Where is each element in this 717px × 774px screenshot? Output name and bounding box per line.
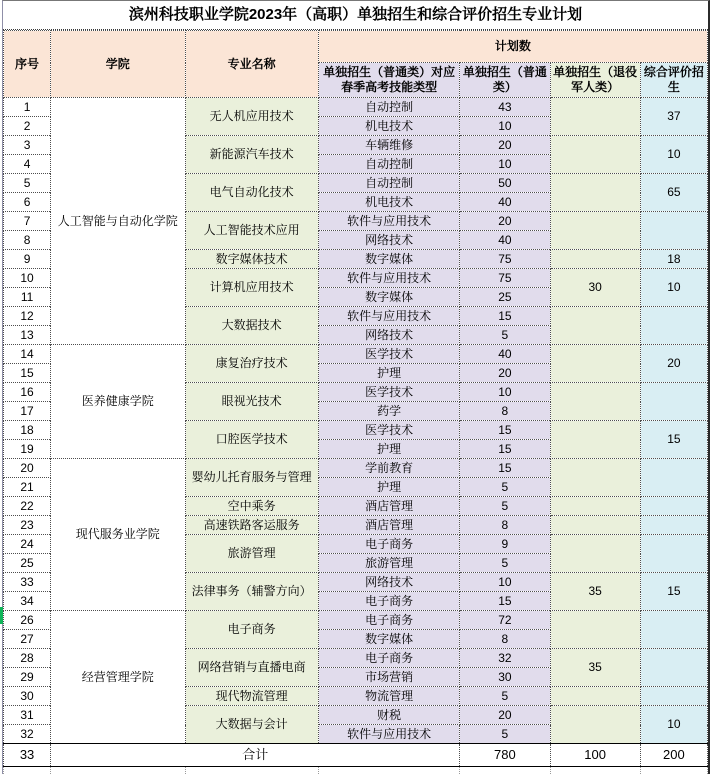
skill-type-cell: 软件与应用技术 (318, 307, 459, 326)
seq-cell: 28 (4, 649, 51, 668)
general-count-cell: 20 (460, 706, 550, 725)
seq-cell: 4 (4, 155, 51, 174)
skill-type-cell: 护理 (318, 440, 459, 459)
major-cell: 人工智能技术应用 (185, 212, 318, 250)
veteran-count-cell (550, 98, 640, 136)
skill-type-cell: 软件与应用技术 (318, 269, 459, 288)
general-count-cell: 5 (460, 497, 550, 516)
header-college: 学院 (51, 31, 185, 98)
seq-cell: 25 (4, 554, 51, 573)
seq-cell: 11 (4, 288, 51, 307)
general-count-cell: 5 (460, 326, 550, 345)
skill-type-cell: 药学 (318, 402, 459, 421)
major-cell: 数字媒体技术 (185, 250, 318, 269)
general-count-cell: 75 (460, 269, 550, 288)
seq-cell: 34 (4, 592, 51, 611)
seq-cell: 9 (4, 250, 51, 269)
general-count-cell: 5 (460, 478, 550, 497)
seq-cell: 12 (4, 307, 51, 326)
general-count-cell: 32 (460, 649, 550, 668)
major-cell: 电子商务 (185, 611, 318, 649)
veteran-count-cell (550, 421, 640, 459)
table-title: 滨州科技职业学院2023年（高职）单独招生和综合评价招生专业计划 (3, 1, 708, 30)
header-sub-veteran: 单独招生（退役军人类） (550, 63, 640, 98)
seq-cell: 7 (4, 212, 51, 231)
general-count-cell: 25 (460, 288, 550, 307)
enrollment-plan-table (2, 0, 710, 774)
skill-type-cell: 车辆维修 (318, 136, 459, 155)
table-row (4, 345, 708, 364)
partial-next-row (4, 767, 708, 774)
seq-cell: 33 (4, 573, 51, 592)
skill-type-cell: 医学技术 (318, 421, 459, 440)
general-count-cell: 5 (460, 554, 550, 573)
veteran-count-cell (550, 459, 640, 497)
skill-type-cell: 学前教育 (318, 459, 459, 478)
skill-type-cell: 旅游管理 (318, 554, 459, 573)
major-cell: 法律事务（辅警方向） (185, 573, 318, 611)
major-cell: 大数据技术 (185, 307, 318, 345)
veteran-count-cell (550, 706, 640, 744)
veteran-count-cell (550, 174, 640, 212)
skill-type-cell: 网络技术 (318, 326, 459, 345)
seq-cell: 29 (4, 668, 51, 687)
comprehensive-count-cell: 10 (640, 269, 707, 307)
seq-cell: 3 (4, 136, 51, 155)
stub-cell (185, 767, 318, 774)
skill-type-cell: 护理 (318, 478, 459, 497)
seq-cell: 5 (4, 174, 51, 193)
seq-cell: 31 (4, 706, 51, 725)
general-count-cell: 40 (460, 193, 550, 212)
general-count-cell: 15 (460, 440, 550, 459)
seq-cell: 19 (4, 440, 51, 459)
general-count-cell: 8 (460, 630, 550, 649)
skill-type-cell: 医学技术 (318, 383, 459, 402)
seq-cell: 24 (4, 535, 51, 554)
veteran-count-cell (550, 611, 640, 649)
seq-cell: 26 (4, 611, 51, 630)
skill-type-cell: 网络技术 (318, 231, 459, 250)
major-cell: 口腔医学技术 (185, 421, 318, 459)
table-row (4, 611, 708, 630)
skill-type-cell: 数字媒体 (318, 288, 459, 307)
veteran-count-cell: 30 (550, 269, 640, 307)
general-count-cell: 10 (460, 155, 550, 174)
major-cell: 眼视光技术 (185, 383, 318, 421)
skill-type-cell: 电子商务 (318, 592, 459, 611)
table-row (4, 459, 708, 478)
stub-cell (318, 767, 459, 774)
general-count-cell: 5 (460, 687, 550, 706)
plan-table (3, 30, 708, 774)
comprehensive-count-cell: 15 (640, 573, 707, 611)
veteran-count-cell (550, 497, 640, 516)
skill-type-cell: 电子商务 (318, 535, 459, 554)
total-seq-cell: 33 (4, 744, 51, 767)
seq-cell: 8 (4, 231, 51, 250)
table-header (4, 31, 708, 98)
veteran-count-cell (550, 136, 640, 174)
skill-type-cell: 自动控制 (318, 98, 459, 117)
table-row (4, 98, 708, 117)
general-count-cell: 10 (460, 383, 550, 402)
seq-cell: 14 (4, 345, 51, 364)
comprehensive-count-cell (640, 307, 707, 345)
comprehensive-count-cell (640, 212, 707, 250)
major-cell: 新能源汽车技术 (185, 136, 318, 174)
skill-type-cell: 财税 (318, 706, 459, 725)
comprehensive-count-cell (640, 459, 707, 497)
seq-cell: 6 (4, 193, 51, 212)
stub-cell (4, 767, 51, 774)
header-sub-general: 单独招生（普通类） (460, 63, 550, 98)
veteran-count-cell: 35 (550, 649, 640, 687)
stub-cell (51, 767, 185, 774)
veteran-count-cell (550, 687, 640, 706)
veteran-count-cell (550, 250, 640, 269)
major-cell: 网络营销与直播电商 (185, 649, 318, 687)
skill-type-cell: 市场营销 (318, 668, 459, 687)
comprehensive-count-cell (640, 516, 707, 535)
skill-type-cell: 网络技术 (318, 573, 459, 592)
general-count-cell: 20 (460, 212, 550, 231)
seq-cell: 17 (4, 402, 51, 421)
general-count-cell: 20 (460, 364, 550, 383)
college-cell: 现代服务业学院 (51, 459, 185, 611)
general-count-cell: 40 (460, 345, 550, 364)
veteran-count-cell (550, 516, 640, 535)
stub-cell (640, 767, 707, 774)
skill-type-cell: 数字媒体 (318, 250, 459, 269)
general-count-cell: 72 (460, 611, 550, 630)
seq-cell: 23 (4, 516, 51, 535)
skill-type-cell: 酒店管理 (318, 497, 459, 516)
stub-cell (550, 767, 640, 774)
general-count-cell: 15 (460, 459, 550, 478)
seq-cell: 13 (4, 326, 51, 345)
seq-cell: 30 (4, 687, 51, 706)
veteran-count-cell (550, 535, 640, 573)
general-count-cell: 9 (460, 535, 550, 554)
skill-type-cell: 软件与应用技术 (318, 212, 459, 231)
major-cell: 康复治疗技术 (185, 345, 318, 383)
comprehensive-count-cell (640, 611, 707, 649)
general-count-cell: 15 (460, 421, 550, 440)
skill-type-cell: 医学技术 (318, 345, 459, 364)
skill-type-cell: 酒店管理 (318, 516, 459, 535)
veteran-count-cell (550, 345, 640, 383)
seq-cell: 15 (4, 364, 51, 383)
general-count-cell: 40 (460, 231, 550, 250)
total-general-cell: 780 (460, 744, 550, 767)
skill-type-cell: 机电技术 (318, 117, 459, 136)
comprehensive-count-cell (640, 383, 707, 421)
comprehensive-count-cell: 15 (640, 421, 707, 459)
seq-cell: 22 (4, 497, 51, 516)
general-count-cell: 30 (460, 668, 550, 687)
skill-type-cell: 软件与应用技术 (318, 725, 459, 744)
seq-cell: 1 (4, 98, 51, 117)
skill-type-cell: 自动控制 (318, 174, 459, 193)
header-sub-skill-type: 单独招生（普通类）对应春季高考技能类型 (318, 63, 459, 98)
comprehensive-count-cell: 10 (640, 136, 707, 174)
general-count-cell: 5 (460, 725, 550, 744)
seq-cell: 21 (4, 478, 51, 497)
veteran-count-cell (550, 383, 640, 421)
total-label-cell: 合计 (51, 744, 460, 767)
comprehensive-count-cell: 18 (640, 250, 707, 269)
comprehensive-count-cell (640, 535, 707, 573)
major-cell: 旅游管理 (185, 535, 318, 573)
total-row (4, 744, 708, 767)
table-body (4, 98, 708, 774)
skill-type-cell: 电子商务 (318, 611, 459, 630)
general-count-cell: 10 (460, 117, 550, 136)
stub-cell (460, 767, 550, 774)
skill-type-cell: 机电技术 (318, 193, 459, 212)
major-cell: 电气自动化技术 (185, 174, 318, 212)
skill-type-cell: 电子商务 (318, 649, 459, 668)
veteran-count-cell (550, 307, 640, 345)
general-count-cell: 75 (460, 250, 550, 269)
comprehensive-count-cell (640, 649, 707, 687)
header-major: 专业名称 (185, 31, 318, 98)
veteran-count-cell: 35 (550, 573, 640, 611)
comprehensive-count-cell: 10 (640, 706, 707, 744)
comprehensive-count-cell (640, 497, 707, 516)
skill-type-cell: 数字媒体 (318, 630, 459, 649)
seq-cell: 2 (4, 117, 51, 136)
college-cell: 经营管理学院 (51, 611, 185, 744)
total-comprehensive-cell: 200 (640, 744, 707, 767)
major-cell: 现代物流管理 (185, 687, 318, 706)
seq-cell: 20 (4, 459, 51, 478)
general-count-cell: 20 (460, 136, 550, 155)
seq-cell: 27 (4, 630, 51, 649)
header-seq: 序号 (4, 31, 51, 98)
major-cell: 婴幼儿托育服务与管理 (185, 459, 318, 497)
general-count-cell: 8 (460, 402, 550, 421)
seq-cell: 32 (4, 725, 51, 744)
skill-type-cell: 护理 (318, 364, 459, 383)
college-cell: 医养健康学院 (51, 345, 185, 459)
comprehensive-count-cell: 20 (640, 345, 707, 383)
header-sub-comprehensive: 综合评价招生 (640, 63, 707, 98)
major-cell: 空中乘务 (185, 497, 318, 516)
general-count-cell: 15 (460, 592, 550, 611)
general-count-cell: 43 (460, 98, 550, 117)
general-count-cell: 50 (460, 174, 550, 193)
college-cell: 人工智能与自动化学院 (51, 98, 185, 345)
comprehensive-count-cell: 37 (640, 98, 707, 136)
major-cell: 高速铁路客运服务 (185, 516, 318, 535)
header-plan-group: 计划数 (318, 31, 707, 63)
row-selection-mark (0, 607, 3, 624)
seq-cell: 16 (4, 383, 51, 402)
seq-cell: 10 (4, 269, 51, 288)
seq-cell: 18 (4, 421, 51, 440)
skill-type-cell: 自动控制 (318, 155, 459, 174)
comprehensive-count-cell: 65 (640, 174, 707, 212)
major-cell: 大数据与会计 (185, 706, 318, 744)
skill-type-cell: 物流管理 (318, 687, 459, 706)
major-cell: 计算机应用技术 (185, 269, 318, 307)
total-veteran-cell: 100 (550, 744, 640, 767)
comprehensive-count-cell (640, 687, 707, 706)
general-count-cell: 15 (460, 307, 550, 326)
veteran-count-cell (550, 212, 640, 250)
general-count-cell: 10 (460, 573, 550, 592)
general-count-cell: 8 (460, 516, 550, 535)
major-cell: 无人机应用技术 (185, 98, 318, 136)
